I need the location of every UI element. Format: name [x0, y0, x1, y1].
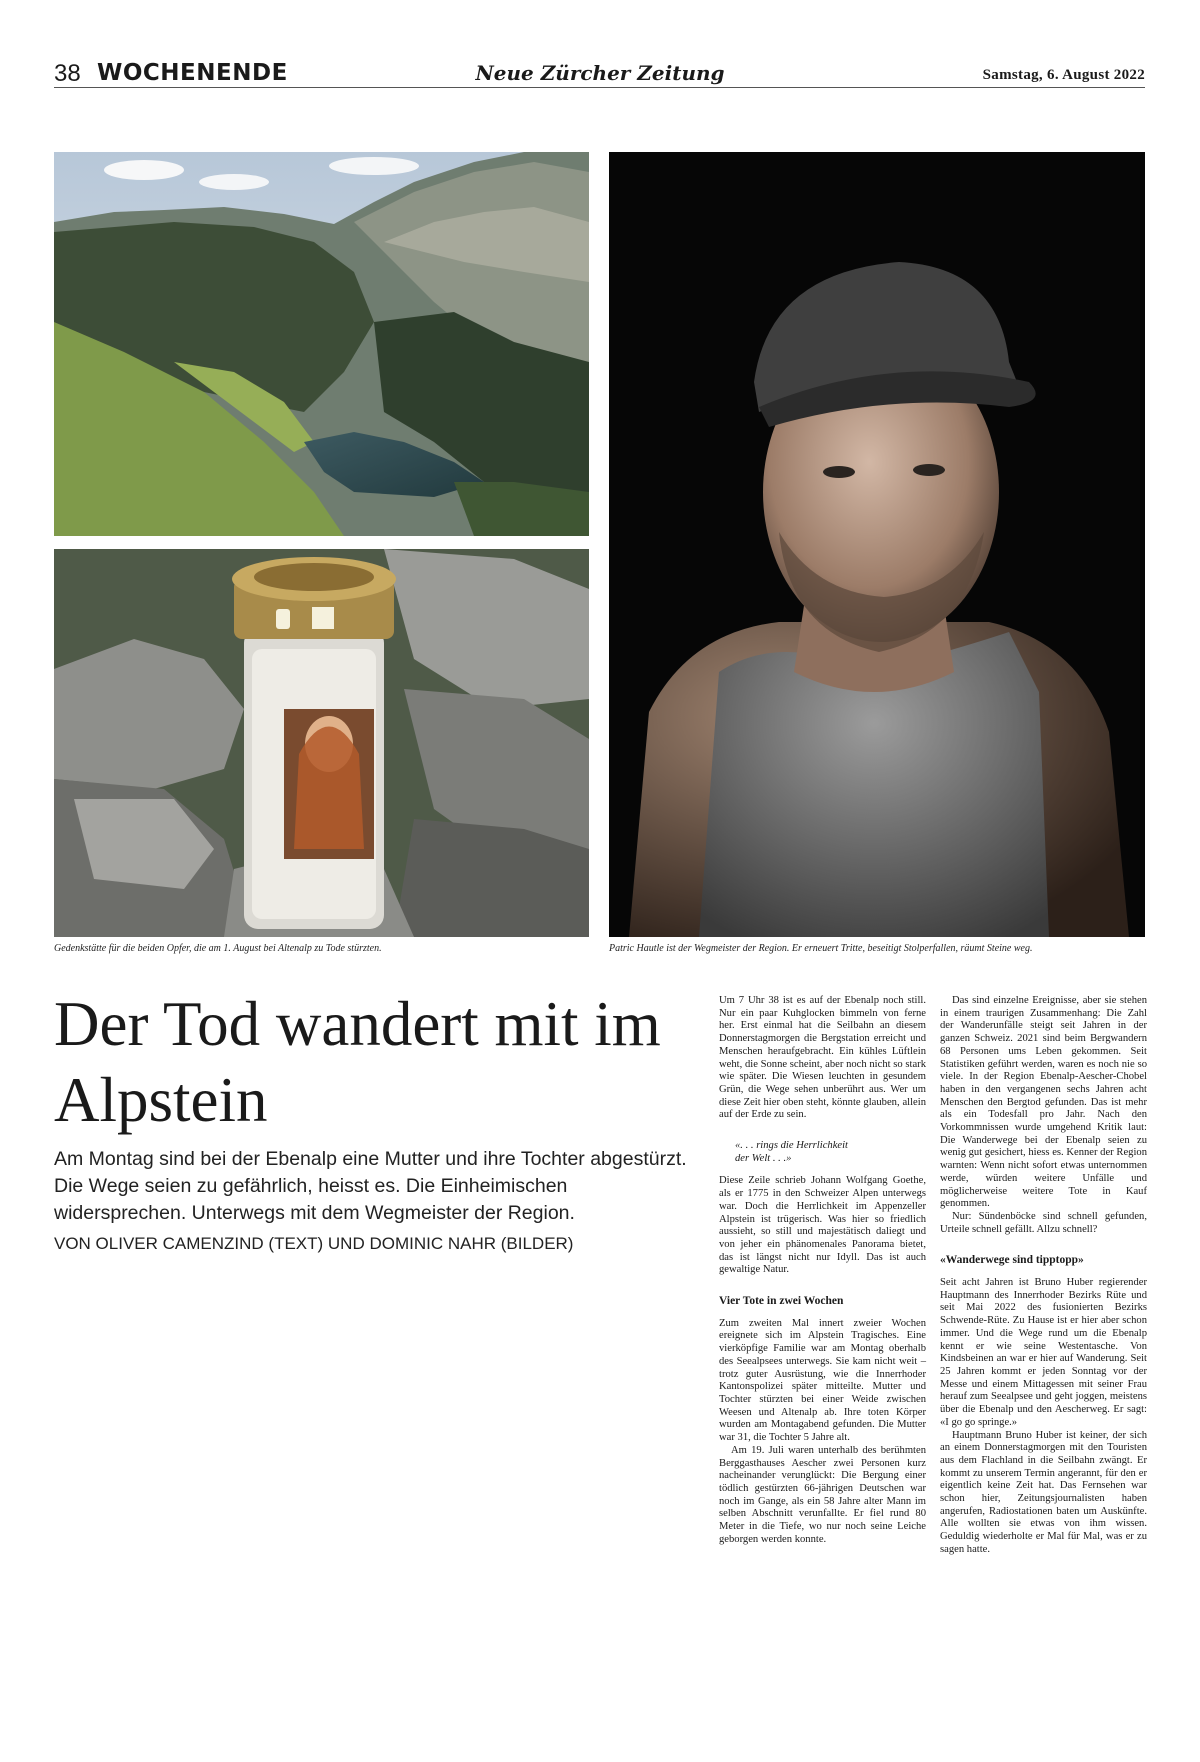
article-headline: Der Tod wandert mit im Alpstein [54, 989, 661, 1135]
subheading: Vier Tote in zwei Wochen [719, 1295, 844, 1308]
photo-portrait-wegmeister [609, 152, 1145, 937]
memorial-candle-image [54, 549, 589, 937]
photo-mountain-lake [54, 152, 589, 536]
paragraph: Hauptmann Bruno Huber ist keiner, der sich an einem Donnerstagmorgen mit den Touristen aus dem Flachland in die Seilbahn zwängt. Er kommt zu unserem Termin angerannt, für den er eigentlich keine Zeit hat. Das Fernsehen war schon hier, Zeitungsjournalisten haben angerufen, Radiostationen baten um Auskünfte. Alle wollten sie etwas von ihm wissen. Geduldig wiederholte er Mal für Mal, was er zu sagen hatte. [940, 1429, 1147, 1555]
issue-date: Samstag, 6. August 2022 [982, 67, 1145, 83]
pull-quote [735, 1140, 926, 1165]
page-number: 38 [54, 60, 81, 87]
pull-quote-line: «. . . rings die Herrlichkeit [735, 1140, 848, 1152]
section-title: WOCHENENDE [97, 60, 288, 86]
portrait-image [609, 152, 1145, 937]
article-column-1 [719, 995, 926, 1546]
photo-memorial-candle [54, 549, 589, 937]
paragraph: Um 7 Uhr 38 ist es auf der Ebenalp noch still. Nur ein paar Kuhglocken bimmeln von ferne her. Erst einmal hat die Seilbahn an diesem Donnerstagmorgen die Bergstation erreicht und Menschen heraufgebracht. Ein kühles Lüftlein weht, die Sonne scheint, aber noch nicht so stark wie später. Die Wiesen leuchten in gesundem Grün, die Wege sehen unberührt aus. Wer um diese Zeit hier oben steht, könnte glauben, allein auf der Erde zu sein. [719, 995, 926, 1121]
pull-quote-line: der Welt . . .» [735, 1152, 792, 1164]
paragraph: Nur: Sündenböcke sind schnell gefunden, Urteile schnell gefällt. Allzu schnell? [940, 1210, 1147, 1235]
paragraph: Zum zweiten Mal innert zweier Wochen ereignete sich im Alpstein Tragisches. Eine vierköpfige Familie war am Montag oberhalb des Seealpsees unterwegs. Sie kam nicht weit – trotz guter Ausrüstung, wie die Innerrhoder Kantonspolizei später mitteilte. Mutter und Tochter stürzten bei einer Weide zwischen Weesen und Altenalp ab. Ihre toten Körper wurden am Montagabend gefunden. Die Mutter war 31, die Tochter 5 Jahre alt. [719, 1317, 926, 1444]
caption-memorial-photo: Gedenkstätte für die beiden Opfer, die am 1. August bei Altenalp zu Tode stürzten. [54, 943, 382, 954]
masthead-logo: Neue Zürcher Zeitung [475, 61, 725, 85]
paragraph: Seit acht Jahren ist Bruno Huber regierender Hauptmann des Innerrhoder Bezirks Rüte und seit Mai 2022 des fusionierten Bezirks Schwende-Rüte. Zu Hause ist er hier aber schon immer. Und die Wege rund um die Ebenalp kennt er wie seine Westentasche. Von Kindsbeinen an war er hier auf Wanderung. Seit 25 Jahren kommt er jeden Sonntag vor der Messe und einem Mittagessen mit seiner Frau herauf zum Seealpsee und geht joggen, meistens über die Ebenalp und den Aescherweg. Er sagt: «I go go springe.» [940, 1277, 1147, 1428]
subheading: «Wanderwege sind tipptopp» [940, 1254, 1084, 1267]
paragraph: Das sind einzelne Ereignisse, aber sie stehen in einem traurigen Zusammenhang: Die Zahl der Wanderunfälle steigt seit Jahren in der ganzen Schweiz. 2021 sind beim Bergwandern 68 Personen ums Leben gekommen. Seit Statistiken geführt werden, waren es noch nie so viele. In der Region Ebenalp-Aescher-Chobel haben in den vergangenen sechs Jahren acht Menschen den Bergtod gefunden. Das ist mehr als ein Todesfall pro Jahr. Nach den Vorkommnissen wurde umgehend Kritik laut: Die Wanderwege bei der Ebenalp seien zu wenig gut gesichert, hiess es. Kenner der Region warnten: Wenn nicht sofort etwas unternommen werde, würden weitere Unfälle und möglicherweise weitere Tote in Kauf genommen. [940, 995, 1147, 1210]
header-rule [54, 87, 1145, 88]
paragraph: Diese Zeile schrieb Johann Wolfgang Goethe, als er 1775 in den Schweizer Alpen unterwegs war. Doch die Herrlichkeit im Appenzeller Alpstein ist trügerisch. Was hier so friedlich aussieht, so still und majestätisch daliegt und von jeher ein phänomenales Panorama bietet, das ist längst nicht nur Idyll. Das ist auch gewaltige Natur. [719, 1175, 926, 1276]
article-lead: Am Montag sind bei der Ebenalp eine Mutter und ihre Tochter abgestürzt. Die Wege seien zu gefährlich, heisst es. Die Einheimischen widersprechen. Unterwegs mit dem Wegmeister der Region. [54, 1148, 687, 1224]
article-column-2 [940, 995, 1147, 1557]
mountain-landscape-image [54, 152, 589, 536]
article-byline: VON OLIVER CAMENZIND (TEXT) UND DOMINIC NAHR (BILDER) [54, 1234, 574, 1253]
caption-portrait-photo: Patric Hautle ist der Wegmeister der Region. Er erneuert Tritte, beseitigt Stolperfallen, räumt Steine weg. [609, 943, 1033, 954]
paragraph: Am 19. Juli waren unterhalb des berühmten Berggasthauses Aescher zwei Personen kurz nacheinander verunglückt: Die Bergung einer tödlich gestürzten 66-jährigen Deutschen war noch im Gange, als ein 58 Jahre alter Mann im selben Abschnitt verunfallte. Er fiel rund 80 Meter in die Tiefe, wo nur noch seine Leiche geborgen werden konnte. [719, 1444, 926, 1545]
